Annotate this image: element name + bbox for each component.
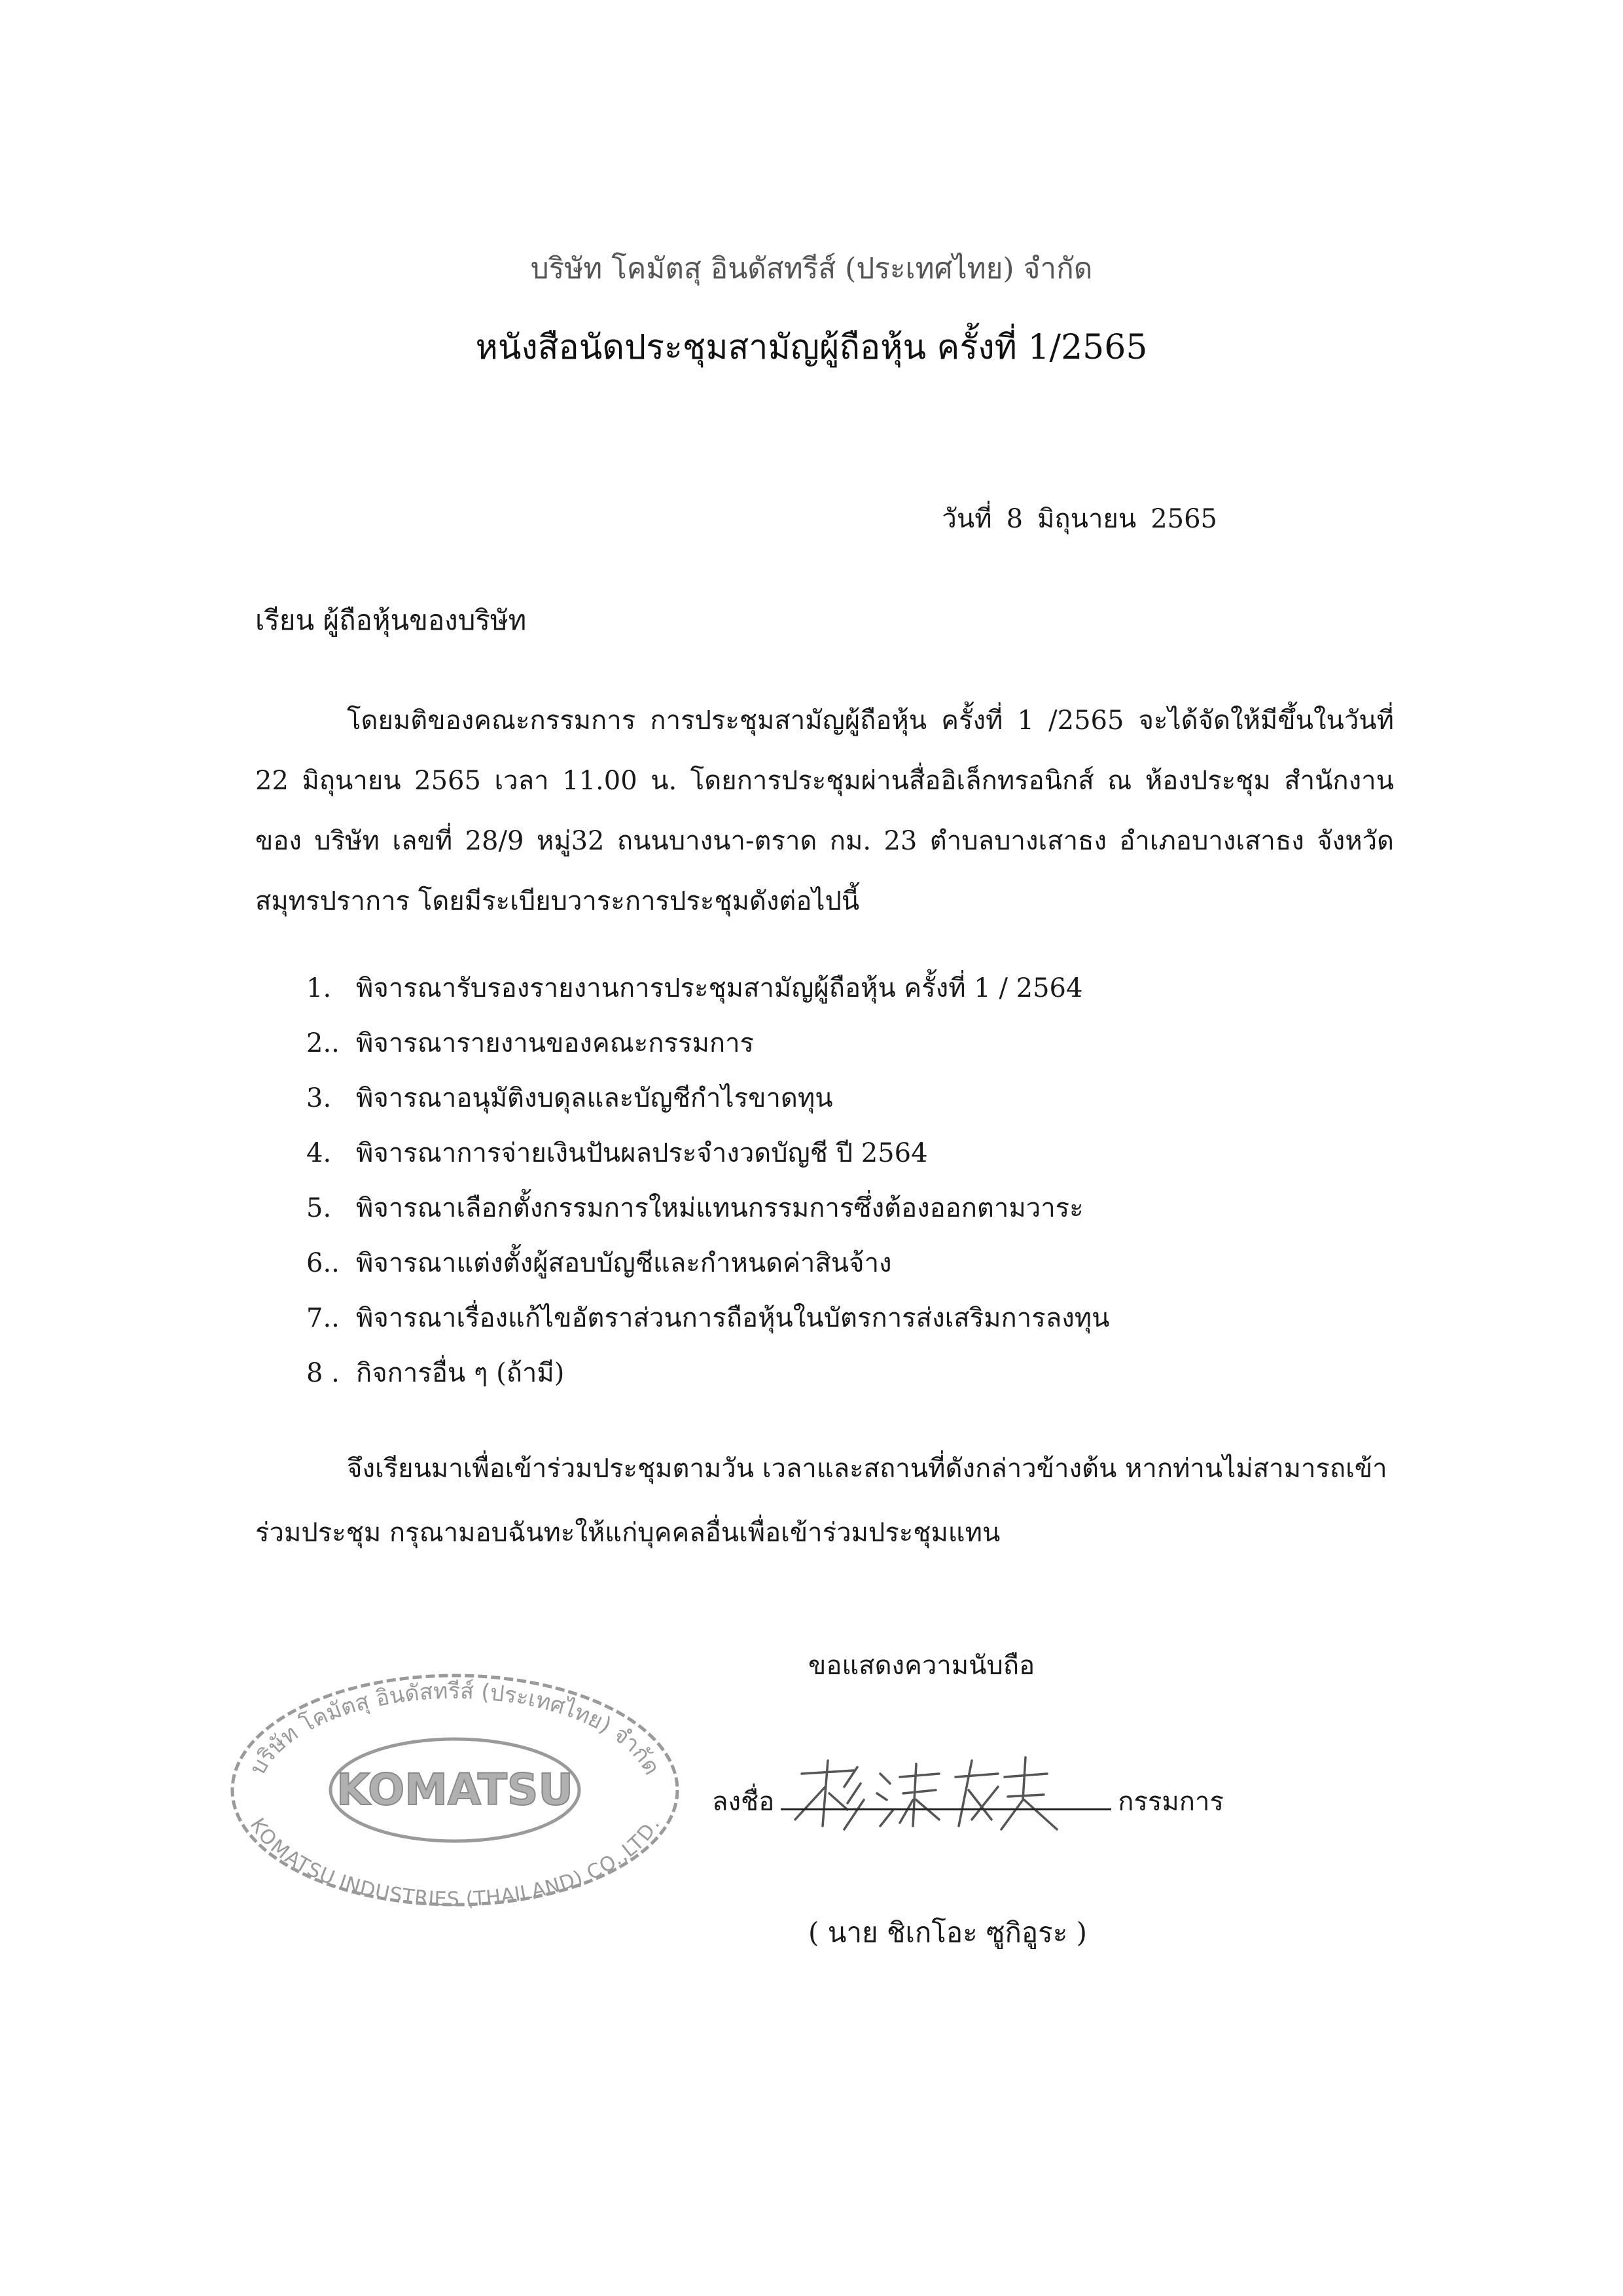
company-name: บริษัท โคมัตสุ อินดัสทรีส์ (ประเทศไทย) จำกัด	[530, 252, 1093, 285]
stamp-logo: KOMATSU	[336, 1765, 574, 1815]
company-stamp	[219, 1666, 690, 1914]
agenda-item: 6.. พิจารณาแต่งตั้งผู้สอบบัญชีและกำหนดค่าสินจ้าง	[306, 1248, 892, 1278]
date-year: 2565	[1150, 504, 1217, 534]
sign-label: ลงชื่อ	[712, 1787, 775, 1817]
document-date	[942, 497, 1217, 539]
signature-blank	[781, 1782, 1111, 1810]
agenda-item: 2.. พิจารณารายงานของคณะกรรมการ	[306, 1028, 755, 1058]
agenda-list	[306, 961, 1109, 1401]
agenda-item: 3. พิจารณาอนุมัติงบดุลและบัญชีกำไรขาดทุน	[306, 1083, 833, 1113]
stamp-top-text: บริษัท โคมัตสุ อินดัสทรีส์ (ประเทศไทย) จำกัด	[244, 1677, 666, 1780]
closing-paragraph: จึงเรียนมาเพื่อเข้าร่วมประชุมตามวัน เวลาและสถานที่ดังกล่าวข้างต้น หากท่านไม่สามารถเข้า ร่วมประชุม กรุณามอบฉันทะให้แก่บุคคลอื่นเพื่อเข้าร่วมประชุมแทน	[255, 1454, 1387, 1548]
agenda-item: 8 . กิจการอื่น ๆ (ถ้ามี)	[306, 1358, 565, 1388]
stamp-bottom-text: KOMATSU INDUSTRIES (THAILAND) CO.,LTD.	[245, 1814, 665, 1911]
date-month: มิถุนายน	[1037, 504, 1137, 534]
salutation: เรียน ผู้ถือหุ้นของบริษัท	[255, 604, 527, 636]
date-prefix: วันที่	[942, 504, 992, 534]
closing-phrase: ขอแสดงความนับถือ	[808, 1651, 1035, 1681]
agenda-item: 5. พิจารณาเลือกตั้งกรรมการใหม่แทนกรรมการซึ่งต้องออกตามวาระ	[306, 1193, 1084, 1223]
signer-role: กรรมการ	[1118, 1787, 1224, 1817]
agenda-item: 1. พิจารณารับรองรายงานการประชุมสามัญผู้ถือหุ้น ครั้งที่ 1 / 2564	[306, 973, 1083, 1003]
document-title: หนังสือนัดประชุมสามัญผู้ถือหุ้น ครั้งที่ 1/2565	[475, 328, 1148, 367]
agenda-item: 7.. พิจารณาเรื่องแก้ไขอัตราส่วนการถือหุ้นในบัตรการส่งเสริมการลงทุน	[306, 1303, 1110, 1333]
intro-paragraph: โดยมติของคณะกรรมการ การประชุมสามัญผู้ถือหุ้น ครั้งที่ 1 /2565 จะได้จัดให้มีขึ้นในวันที่ 22 มิถุนายน 2565 เวลา 11.00 น. โดยการประชุมผ่านสื่ออิเล็กทรอนิกส์ ณ ห้องประชุม สำนักงานของ บริษัท เลขที่ 28/9 หมู่32 ถนนบางนา-ตราด กม. 23 ตำบลบางเสาธง อำเภอบางเสาธง จังหวัดสมุทรปราการ โดยมีระเบียบวาระการประชุมดังต่อไปนี้	[255, 706, 1394, 916]
date-day: 8	[1006, 504, 1024, 534]
signature-line	[712, 1780, 1224, 1822]
signer-name: ( นาย ชิเกโอะ ซูกิอูระ )	[808, 1916, 1087, 1948]
agenda-item: 4. พิจารณาการจ่ายเงินปันผลประจำงวดบัญชี ปี 2564	[306, 1138, 928, 1168]
